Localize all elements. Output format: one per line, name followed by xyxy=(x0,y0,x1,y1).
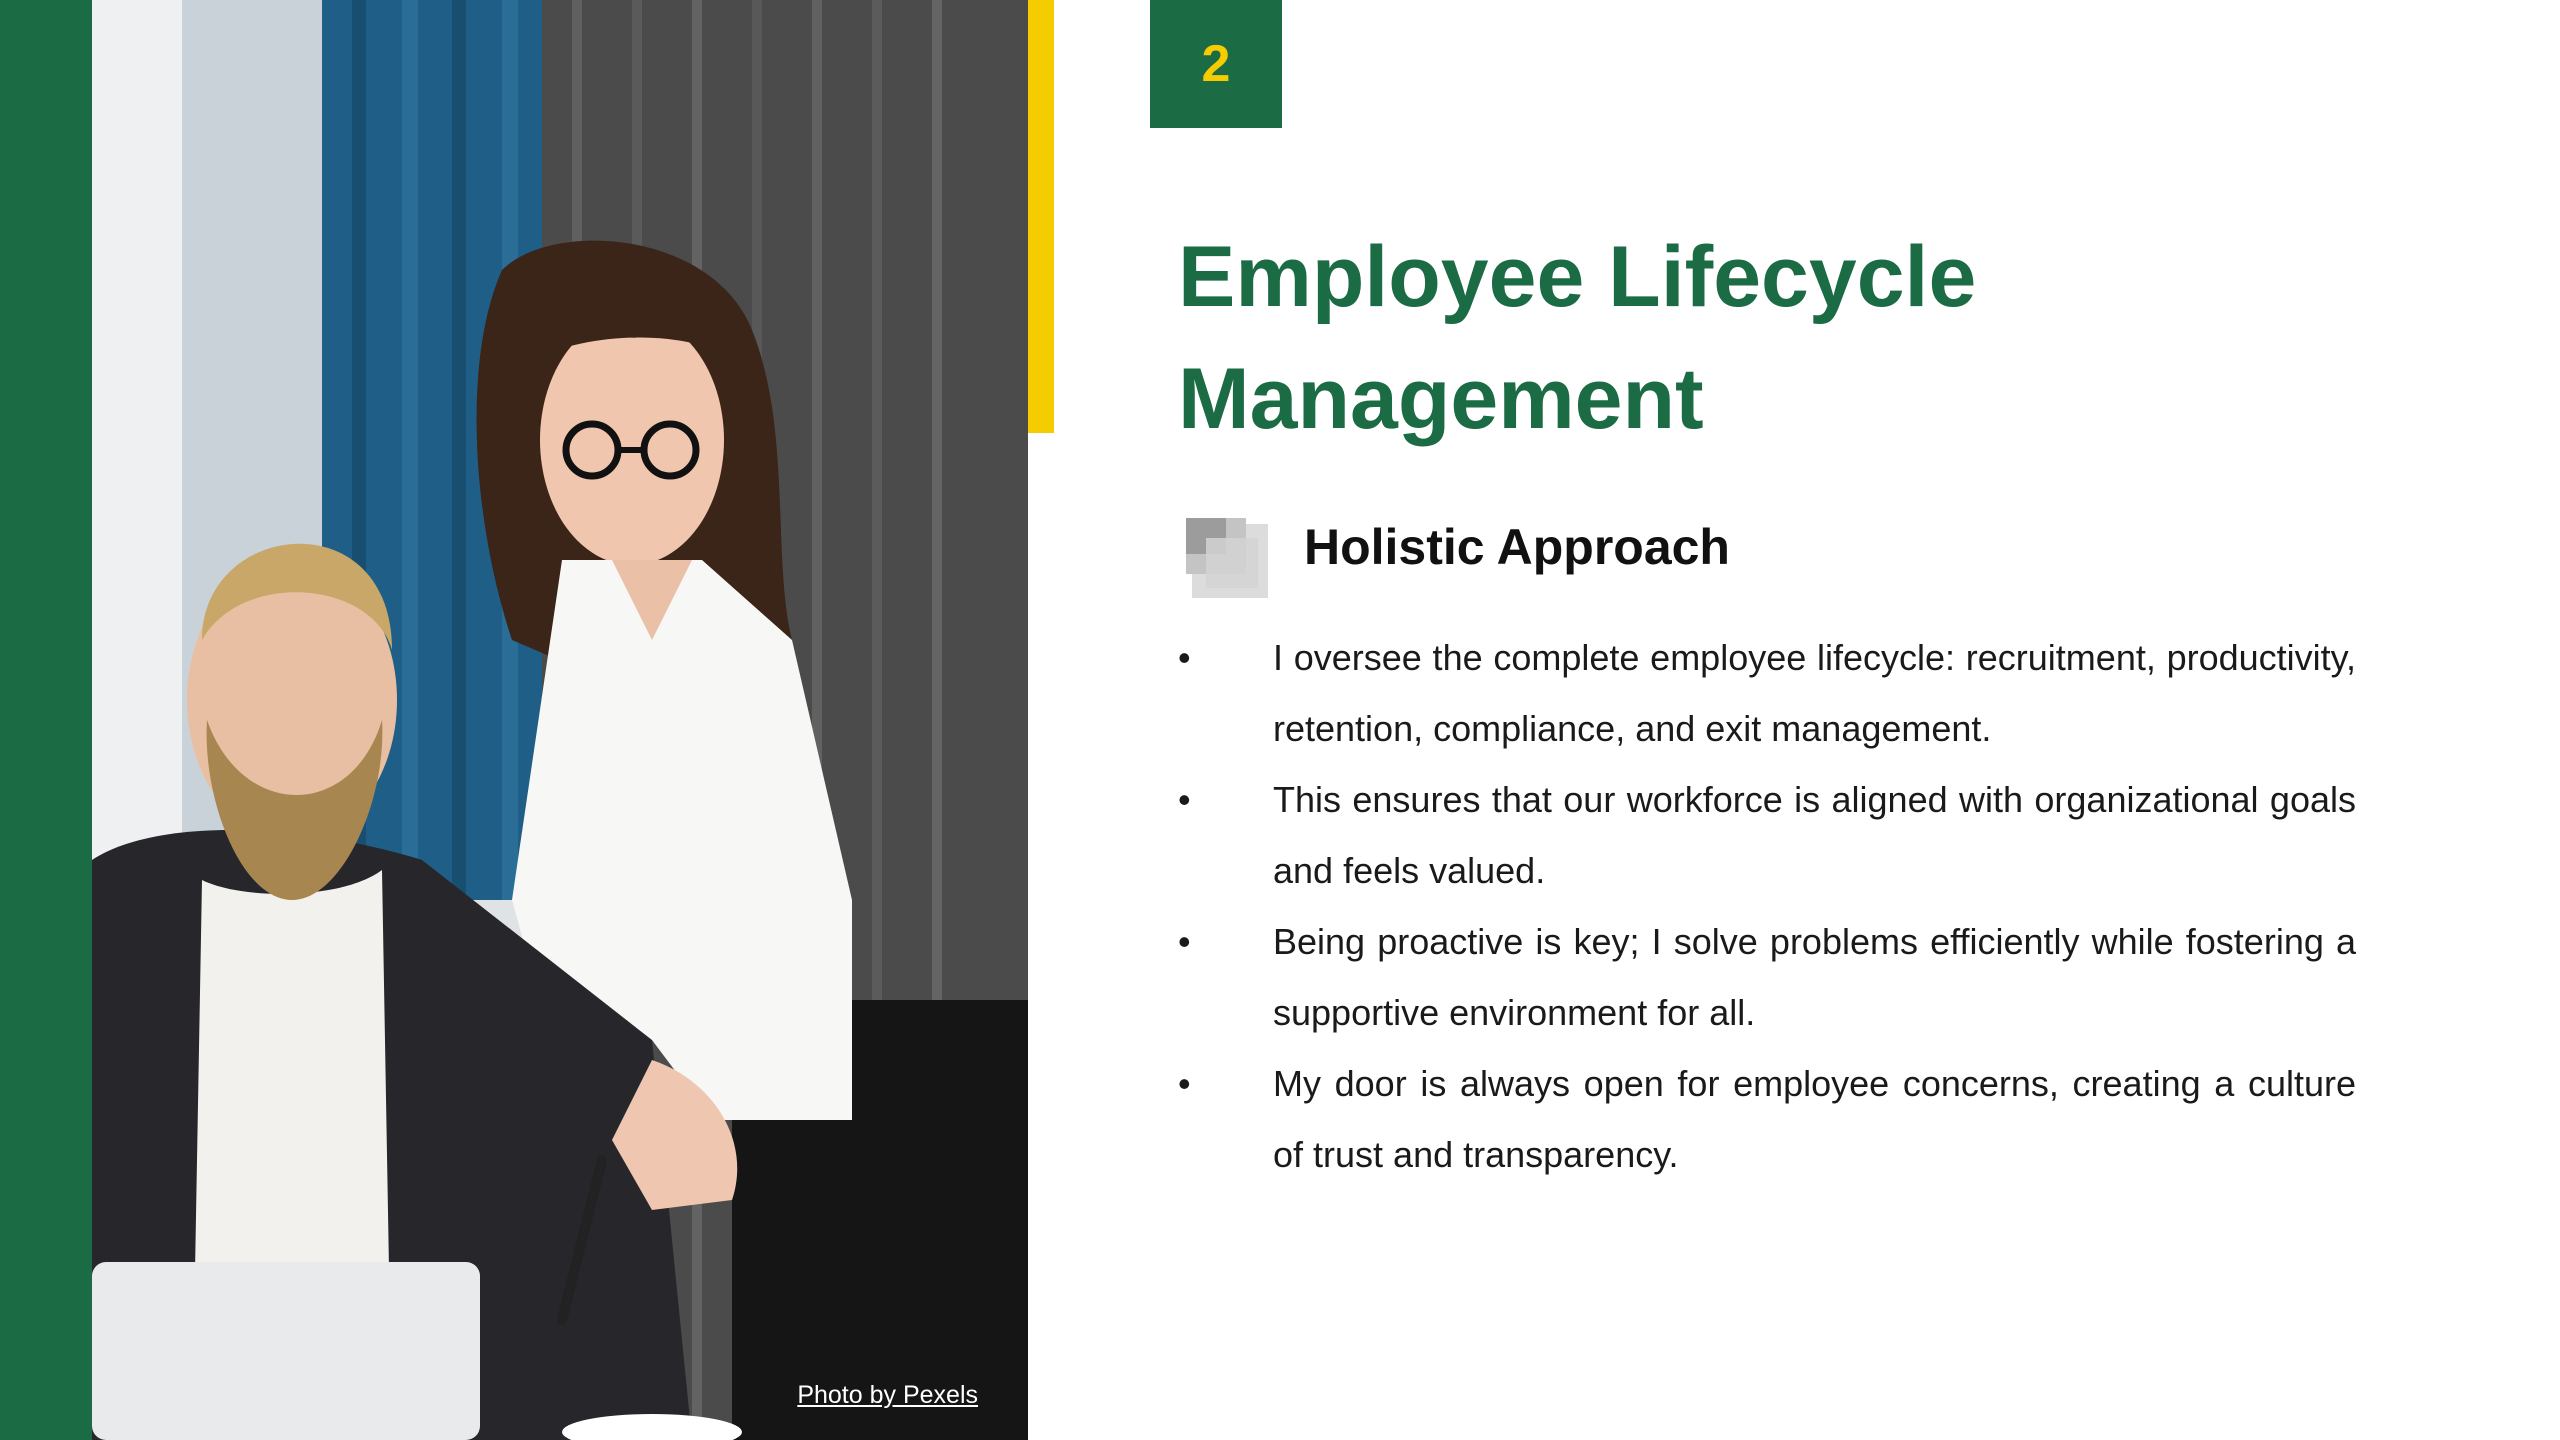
gray-squares-icon xyxy=(1186,518,1268,598)
photo-illustration xyxy=(92,0,1028,1440)
subheading-holistic-approach: Holistic Approach xyxy=(1304,519,1730,575)
bullet-dot: • xyxy=(1178,637,1191,678)
bullet-item xyxy=(1178,764,2356,906)
bullet-dot: • xyxy=(1178,779,1191,820)
bullet-item xyxy=(1178,906,2356,1048)
bullet-dot: • xyxy=(1178,1063,1191,1104)
slide-number-badge: 2 xyxy=(1150,0,1282,128)
bullet-text: My door is always open for employee concerns, creating a culture of trust and transparency. xyxy=(1273,1063,2356,1175)
bullet-text: This ensures that our workforce is aligned with organizational goals and feels valued. xyxy=(1273,779,2356,891)
left-green-strip xyxy=(0,0,92,1440)
bullet-dot: • xyxy=(1178,921,1191,962)
accent-yellow-bar xyxy=(1028,0,1054,433)
bullet-item xyxy=(1178,1048,2356,1190)
office-photo xyxy=(92,0,1028,1440)
photo-credit-link[interactable]: Photo by Pexels xyxy=(797,1381,978,1409)
bullet-text: Being proactive is key; I solve problems efficiently while fostering a supportive environment for all. xyxy=(1273,921,2356,1033)
slide-title: Employee Lifecycle Management xyxy=(1178,229,1977,447)
bullet-item xyxy=(1178,622,2356,764)
bullet-list xyxy=(1178,622,2356,1190)
bullet-text: I oversee the complete employee lifecycle: recruitment, productivity, retention, compliance, and exit management. xyxy=(1273,637,2356,749)
